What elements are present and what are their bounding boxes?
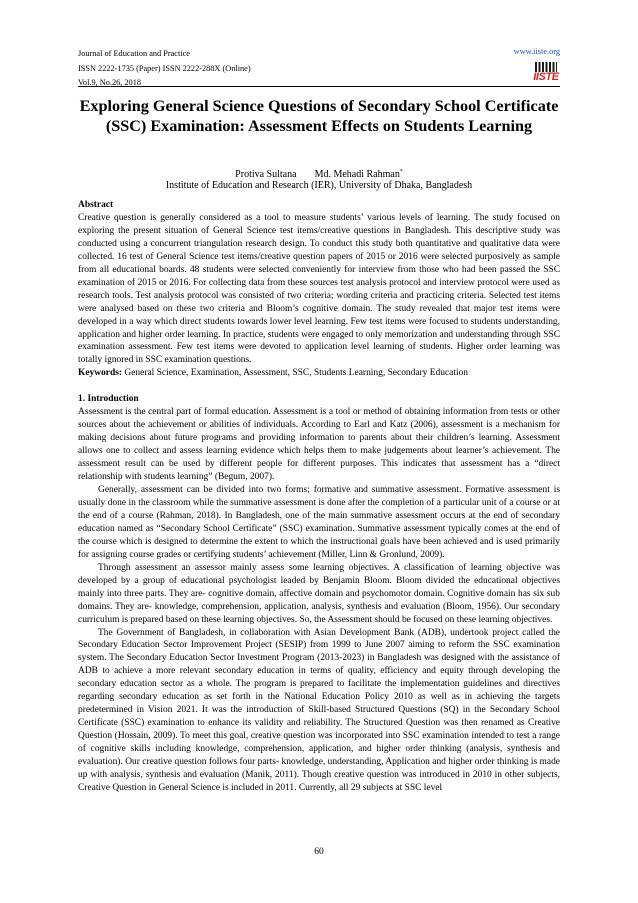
journal-header xyxy=(78,47,251,91)
logo-text: IISTE xyxy=(533,71,559,83)
keywords-line xyxy=(78,367,560,380)
section-heading-introduction: 1. Introduction xyxy=(78,394,139,405)
iiste-logo-icon xyxy=(532,62,560,84)
author-line xyxy=(78,166,560,181)
corresponding-author-mark: * xyxy=(399,169,403,175)
journal-volume: Vol.9, No.26, 2018 xyxy=(78,78,141,88)
page-number: 60 xyxy=(314,847,324,857)
author-name: Protiva Sultana xyxy=(235,169,297,180)
paragraph: Assessment is the central part of formal education. Assessment is a tool or method of obtaining information from tests or other sources about the achievement or abilities of individuals. According to Earl and Katz (2006), assessment is a mechanism for making decisions about future programs and providing information to parents about their children’s learning. Assessment allows one to collect and assess learning evidence which helps them to make judgements about learner’s achievement. The assessment result can be used by different people for different purposes. This indicates that assessment has a “direct relationship with students learning” (Begum, 2007). xyxy=(78,407,560,483)
paragraph: The Government of Bangladesh, in collaboration with Asian Development Bank (ADB), undertook project called the Secondary Education Sector Improvement Project (SESIP) from 1999 to June 2007 aiming to reform the SSC examination system. The Secondary Education Sector Investment Program (2013-2023) in Bangladesh was designed with the assistance of ADB to achieve a more relevant secondary education in terms of quality, efficiency and equity through developing the secondary education sector as a whole. The program is prepared to facilitate the implementation guidelines and directives regarding secondary education as set forth in the National Education Policy 2010 as well as in achieving the targets predetermined in Vision 2021. It was the introduction of Skill-based Structured Questions (SQ) in the Secondary School Certificate (SSC) examination to enhance its validity and reliability. The Structured Question was then renamed as Creative Question (Hossain, 2009). To meet this goal, creative question was incorporated into SSC examination intended to test a range of cognitive skills including knowledge, comprehension, application, and higher order thinking (analysis, synthesis and evaluation). Our creative question follows four parts- knowledge, understanding, Application and higher order thinking is made up with analysis, synthesis and evaluation (Manik, 2011). Though creative question was introduced in 2010 in other subjects, Creative Question in General Science is included in 2011. Currently, all 29 subjects at SSC level xyxy=(78,627,560,793)
header-divider xyxy=(78,86,560,87)
paragraph: Through assessment an assessor mainly assess some learning objectives. A classification of learning objective was developed by a group of educational psychologist leaded by Benjamin Bloom. Bloom divided the educational objectives mainly into three parts. They are- cognitive domain, affective domain and psychomotor domain. Cognitive domain has six sub domains. They are- knowledge, comprehension, application, analysis, synthesis and evaluation (Bloom, 1956). Our secondary curriculum is prepared based on these learning objectives. So, the Assessment should be focused on these learning objectives. xyxy=(78,562,560,625)
paper-title: Exploring General Science Questions of Secondary School Certificate (SSC) Examination: Assessment Effects on Students Learning xyxy=(79,97,559,136)
author-affiliation: Institute of Education and Research (IER), University of Dhaka, Bangladesh xyxy=(165,180,473,191)
keywords-text: General Science, Examination, Assessment, SSC, Students Learning, Secondary Education xyxy=(124,368,469,379)
author-name: Md. Mehadi Rahman xyxy=(314,169,400,180)
abstract-text: Creative question is generally considered as a tool to measure students’ various levels of learning. The study focused on exploring the present situation of General Science test items/creative questions in Bangladesh. This descriptive study was conducted using a concurrent triangulation research design. To conduct this study both quantitative and qualitative data were collected. 16 test of General Science test items/creative question papers of 2015 or 2016 were selected purposively as sample from all educational boards. 48 students were selected conveniently for interview from those who had been passed the SSC examination of 2015 or 2016. For collecting data from these sources test analysis protocol and interview protocol were used as research tools. Test analysis protocol was consisted of two criteria; wording criteria and practicing criteria. Selected test items were analysed based on these two criteria and Bloom’s cognitive domain. The study revealed that major test items were developed in a way which direct students towards lower level learning. Few test items were focused to students understanding, application and higher order learning. In practice, students were engaged to only memorization and understanding through SSC examination assessment. Few test items were devoted to application level learning of students. Higher order learning was totally ignored in SSC examination questions. xyxy=(78,212,560,366)
keywords-label: Keywords: xyxy=(78,368,123,379)
paper-body xyxy=(78,199,560,795)
abstract-heading: Abstract xyxy=(78,200,114,210)
journal-issn: ISSN 2222-1735 (Paper) ISSN 2222-288X (Online) xyxy=(78,63,251,73)
paragraph: Generally, assessment can be divided into two forms; formative and summative assessment. Formative assessment is usually done in the classroom while the summative assessment is done after the completion of a particular unit of a course or at the end of a course (Rahman, 2018). In Bangladesh, one of the main summative assessment occurs at the end of secondary education named as “Secondary School Certificate” (SSC) examination. Summative assessment typically comes at the end of the course which is designed to determine the extent to which the instructional goals have been achieved and is used primarily for assigning course grades or certifying students’ achievement (Miller, Linn & Gronlund, 2009). xyxy=(78,485,560,560)
journal-url-link[interactable]: www.iiste.org xyxy=(513,47,560,56)
journal-name: Journal of Education and Practice xyxy=(78,49,190,58)
